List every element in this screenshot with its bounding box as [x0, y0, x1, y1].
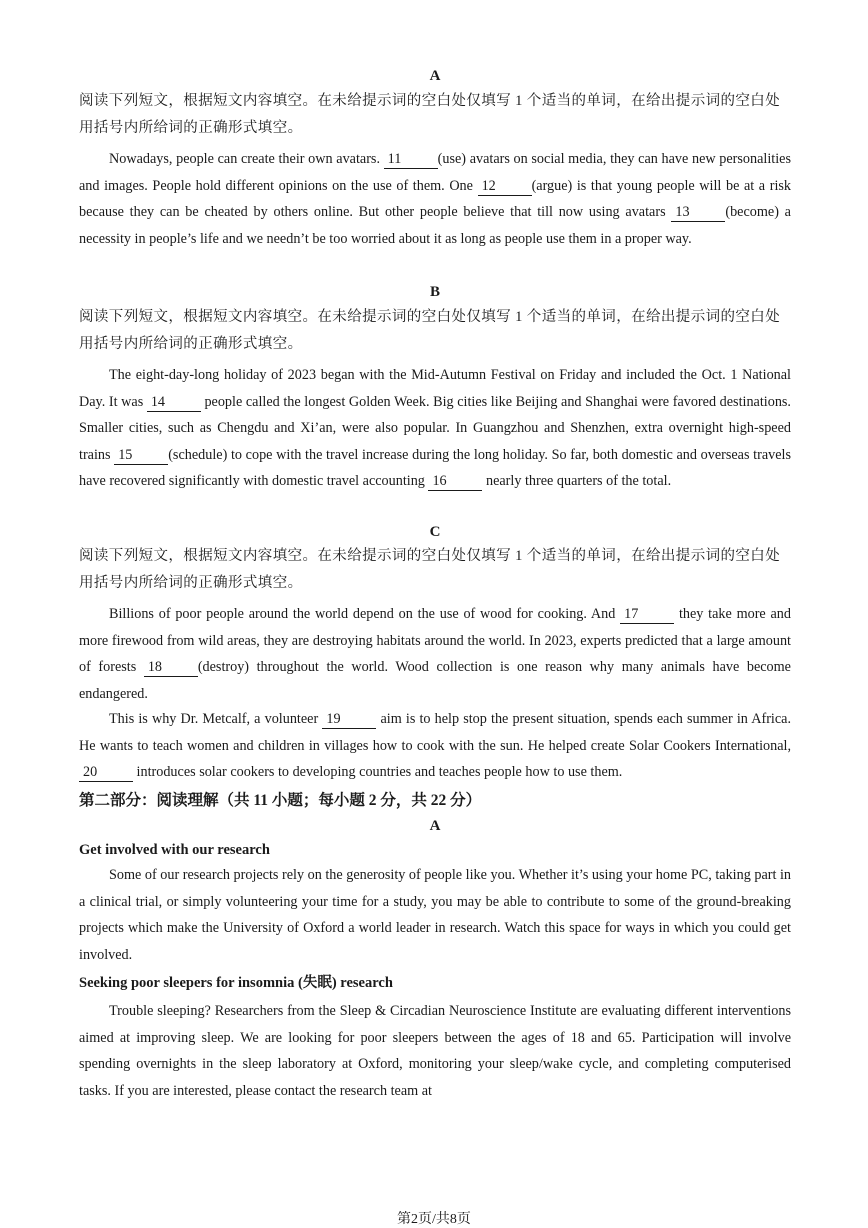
insomnia-paragraph: Trouble sleeping? Researchers from the Sleep & Circadian Neuroscience Institute are evaluating different interventions aimed at improving sleep. We are looking for poor sleepers between the ages of 18 and 65. Participation will involve spending overnights in the sleep laboratory at Oxford, monitoring your sleep/wake cycle, and completing computerised tasks. If you are interested, please contact the research team at: [79, 1003, 791, 1099]
passage-b-paragraph: The eight-day-long holiday of 2023 began with the Mid-Autumn Festival on Friday and included the Oct. 1 National Day. It was 14 people called the longest Golden Week. Big cities like Beijing and Shanghai were favored destinations. Smaller cities, such as Chengdu and Xi’an, were also popular. In Guangzhou and Shenzhen, extra overnight high-speed trains 15 (schedule) to cope with the travel increase during the long holiday. So far, both domestic and overseas travels have recovered significantly with domestic travel accounting 16 nearly three quarters of the total.: [79, 367, 791, 489]
passage-c-paragraph-2: This is why Dr. Metcalf, a volunteer 19 aim is to help stop the present situation, spends each summer in Africa. He wants to teach women and children in villages how to cook with the sun. He helped create Solar Cookers International, 20 introduces solar cookers to developing countries and teaches people how to use them.: [79, 711, 791, 780]
section-heading-b: B: [429, 284, 440, 300]
get-involved-paragraph: Some of our research projects rely on the generosity of people like you. Whether it’s using your home PC, taking part in a clinical trial, or simply volunteering your time for a study, you may be able to contribute to some of the ground-breaking projects which make the University of Oxford a world leader in research. Watch this space for ways in which you could get involved.: [79, 867, 791, 963]
passage-a-paragraph: Nowadays, people can create their own avatars. 11 (use) avatars on social media, they can have new personalities and images. People hold different opinions on the use of them. One 12 (argue) is that young people will be at a risk because they can be cheated by others online. But other people believe that till now using avatars 13 (become) a necessity in people’s life and we needn’t be too worried about it as long as people use them in a proper way.: [79, 151, 792, 247]
blank-19: 19: [322, 711, 376, 729]
subheading-get-involved: Get involved with our research: [79, 842, 270, 858]
part-two-title: 第二部分：阅读理解（共 11 小题；每小题 2 分，共 22 分）: [79, 792, 482, 809]
instruction-a: 阅读下列短文，根据短文内容填空。在未给提示词的空白处仅填写 1 个适当的单词，在给出提示词的空白处用括号内所给词的正确形式填空。: [79, 93, 781, 136]
instruction-b: 阅读下列短文，根据短文内容填空。在未给提示词的空白处仅填写 1 个适当的单词，在给出提示词的空白处用括号内所给词的正确形式填空。: [79, 309, 781, 352]
page-number: 第2页/共8页: [397, 1212, 471, 1227]
blank-16: 16: [428, 473, 482, 491]
blank-15: 15: [114, 447, 168, 465]
section-heading-a: A: [429, 68, 441, 84]
blank-18: 18: [144, 659, 198, 677]
subheading-insomnia-research: Seeking poor sleepers for insomnia (失眠) research: [79, 975, 393, 991]
instruction-c: 阅读下列短文，根据短文内容填空。在未给提示词的空白处仅填写 1 个适当的单词，在给出提示词的空白处用括号内所给词的正确形式填空。: [79, 548, 781, 591]
section-heading-c: C: [429, 524, 441, 540]
passage-c-paragraph-1: Billions of poor people around the world depend on the use of wood for cooking. And 17 they take more and more firewood from wild areas, they are destroying habitats around the world. In 2023, experts predicted that a large amount of forests 18 (destroy) throughout the world. Wood collection is one reason why many animals have become endangered.: [79, 606, 791, 702]
blank-12: 12: [478, 178, 532, 196]
blank-11: 11: [384, 151, 438, 169]
blank-13: 13: [671, 204, 725, 222]
part-two-heading-a: A: [429, 818, 441, 834]
blank-20: 20: [79, 764, 133, 782]
blank-14: 14: [147, 394, 201, 412]
blank-17: 17: [620, 606, 674, 624]
